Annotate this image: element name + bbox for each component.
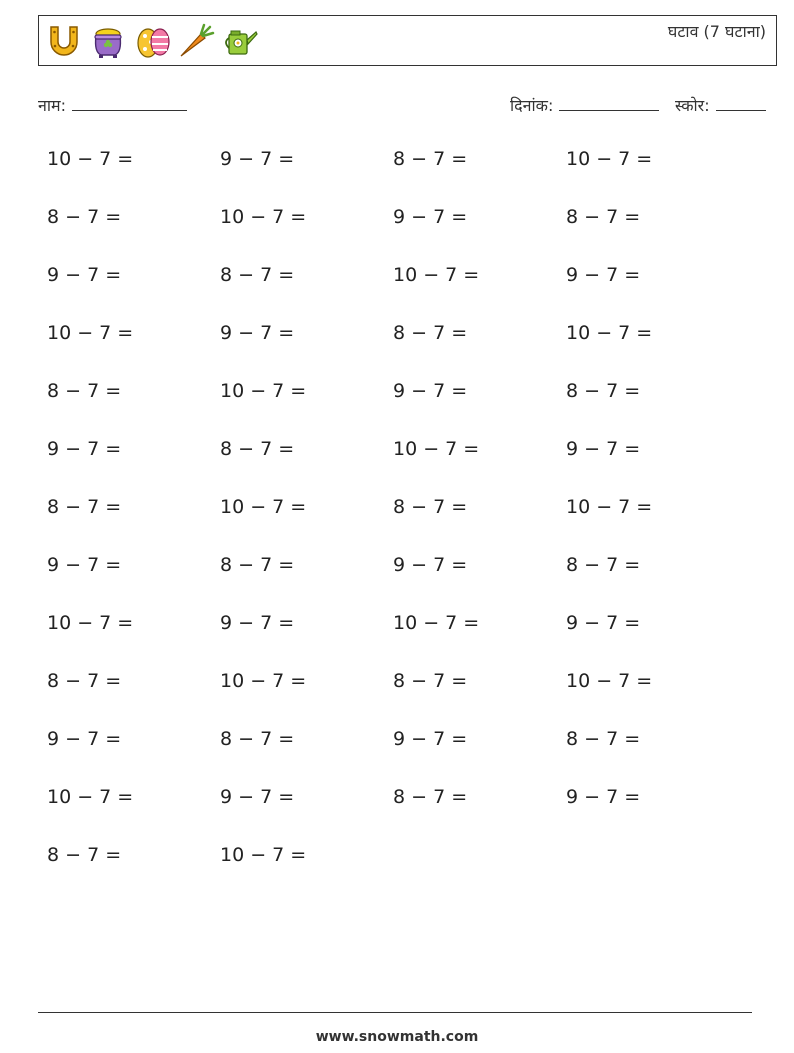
problem-item: 8 − 7 =: [566, 554, 641, 576]
problem-item: 9 − 7 =: [566, 786, 641, 808]
date-blank[interactable]: [559, 95, 659, 111]
score-blank[interactable]: [716, 95, 766, 111]
problem-item: 9 − 7 =: [47, 438, 122, 460]
problem-item: 10 − 7 =: [220, 844, 307, 866]
carrot-icon: [177, 22, 215, 60]
problem-item: 9 − 7 =: [47, 728, 122, 750]
horseshoe-icon: [45, 22, 83, 60]
problem-item: 8 − 7 =: [566, 380, 641, 402]
problem-item: 9 − 7 =: [47, 264, 122, 286]
problem-item: 9 − 7 =: [566, 264, 641, 286]
problem-item: 8 − 7 =: [393, 496, 468, 518]
problem-item: 8 − 7 =: [220, 554, 295, 576]
problem-item: 8 − 7 =: [220, 438, 295, 460]
problem-item: 8 − 7 =: [393, 148, 468, 170]
problem-item: 10 − 7 =: [393, 612, 480, 634]
decorative-icons: [45, 22, 259, 60]
problem-item: 10 − 7 =: [220, 670, 307, 692]
problem-item: 9 − 7 =: [393, 554, 468, 576]
easter-egg-icon: [133, 22, 171, 60]
problem-item: 10 − 7 =: [566, 322, 653, 344]
problem-item: 8 − 7 =: [47, 380, 122, 402]
problem-item: 9 − 7 =: [220, 612, 295, 634]
score-field: [675, 94, 766, 116]
watering-can-icon: [221, 22, 259, 60]
problem-item: 10 − 7 =: [220, 496, 307, 518]
problem-item: 9 − 7 =: [220, 322, 295, 344]
name-field: [38, 94, 187, 116]
problem-item: 10 − 7 =: [393, 264, 480, 286]
problem-item: 8 − 7 =: [393, 322, 468, 344]
problem-item: 8 − 7 =: [220, 264, 295, 286]
problem-item: 8 − 7 =: [47, 496, 122, 518]
problem-item: 8 − 7 =: [566, 206, 641, 228]
problem-item: 10 − 7 =: [393, 438, 480, 460]
problem-item: 10 − 7 =: [47, 612, 134, 634]
problem-item: 9 − 7 =: [393, 728, 468, 750]
date-field: [510, 94, 659, 116]
problem-item: 9 − 7 =: [393, 380, 468, 402]
problem-item: 10 − 7 =: [47, 322, 134, 344]
date-label: दिनांक:: [510, 96, 554, 115]
problem-item: 9 − 7 =: [220, 786, 295, 808]
name-blank[interactable]: [72, 95, 187, 111]
problem-item: 8 − 7 =: [393, 786, 468, 808]
problem-item: 9 − 7 =: [566, 612, 641, 634]
footer-url: www.snowmath.com: [315, 1029, 479, 1045]
problem-item: 8 − 7 =: [566, 728, 641, 750]
problem-item: 8 − 7 =: [47, 206, 122, 228]
problem-item: 9 − 7 =: [47, 554, 122, 576]
name-label: नाम:: [38, 96, 66, 115]
problem-item: 8 − 7 =: [220, 728, 295, 750]
problem-item: 9 − 7 =: [566, 438, 641, 460]
problem-item: 8 − 7 =: [393, 670, 468, 692]
problem-item: 10 − 7 =: [566, 496, 653, 518]
problem-item: 10 − 7 =: [220, 206, 307, 228]
pot-of-gold-icon: [89, 22, 127, 60]
problem-item: 10 − 7 =: [566, 148, 653, 170]
problem-item: 8 − 7 =: [47, 844, 122, 866]
problem-item: 10 − 7 =: [47, 786, 134, 808]
footer-divider: [38, 1012, 752, 1013]
worksheet-header: [38, 15, 777, 66]
problem-item: 10 − 7 =: [220, 380, 307, 402]
problem-item: 9 − 7 =: [393, 206, 468, 228]
problem-item: 10 − 7 =: [47, 148, 134, 170]
score-label: स्कोर:: [675, 96, 710, 115]
problem-item: 9 − 7 =: [220, 148, 295, 170]
problem-item: 8 − 7 =: [47, 670, 122, 692]
problem-item: 10 − 7 =: [566, 670, 653, 692]
worksheet-title: घटाव (7 घटाना): [667, 22, 766, 41]
